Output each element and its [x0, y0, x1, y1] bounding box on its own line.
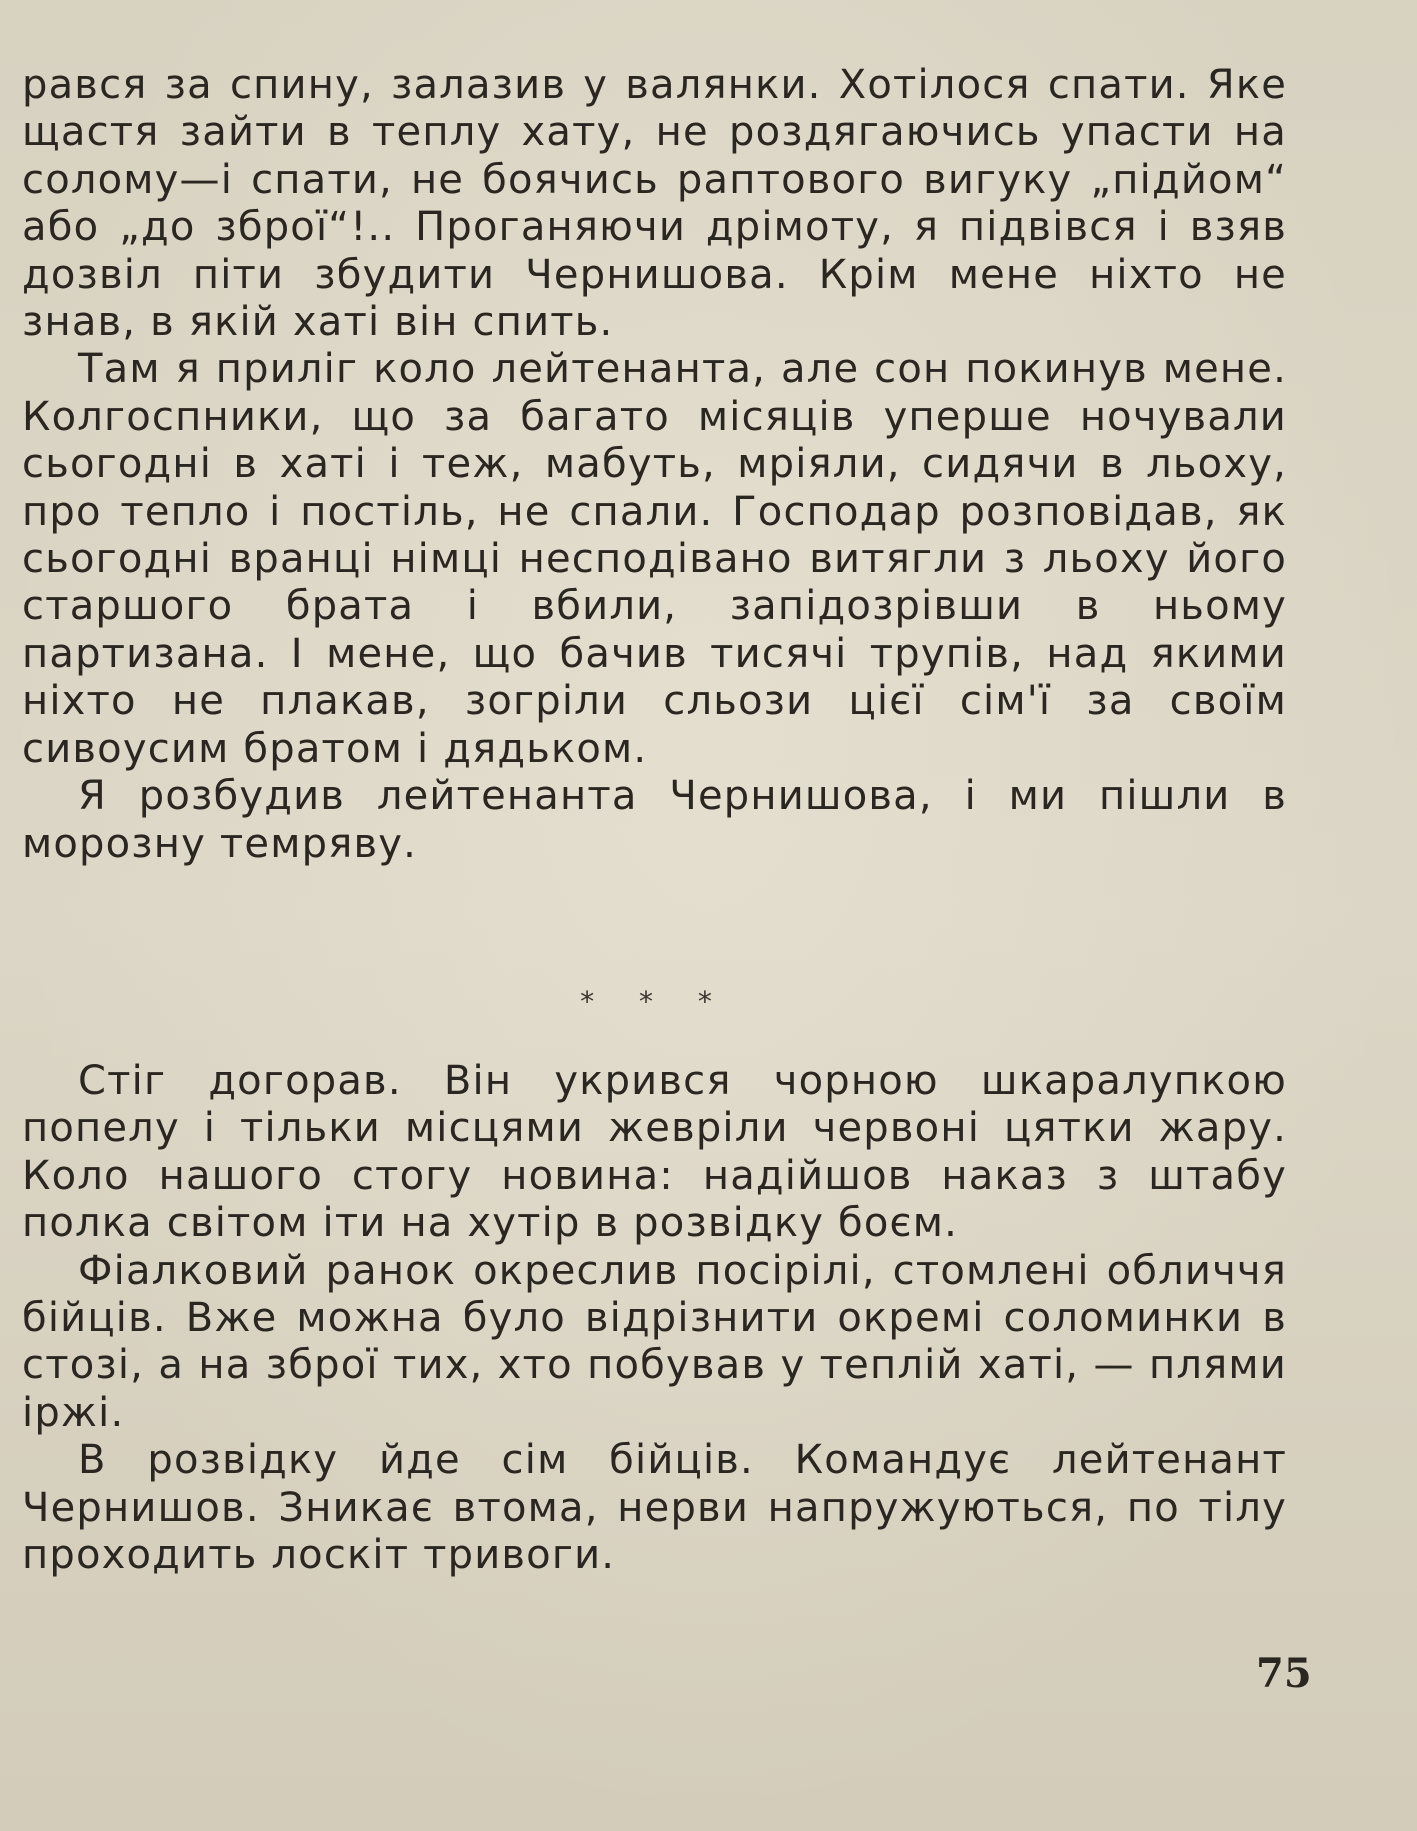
section-separator: * * * — [580, 985, 730, 1018]
page-number: 75 — [1256, 1650, 1312, 1697]
paragraph-1-3: Я розбудив лейтенанта Чернишова, і ми пішли в морозну темряву. — [22, 773, 1287, 867]
paragraph-2-1: Стіг догорав. Він укрився чорною шкаралупкою попелу і тільки місцями жевріли червоні цятки жару. Коло нашого стогу новина: надійшов наказ з штабу полка світом іти на хутір в розвідку боєм. — [22, 1058, 1287, 1247]
text-section-2 — [22, 1058, 1287, 1579]
paragraph-2-2: Фіалковий ранок окреслив посірілі, стомлені обличчя бійців. Вже можна було відрізнити окремі соломинки в стозі, а на зброї тих, хто побував у теплій хаті, — плями іржі. — [22, 1247, 1287, 1436]
paragraph-2-3: В розвідку йде сім бійців. Командує лейтенант Чернишов. Зникає втома, нерви напружуються, по тілу проходить лоскіт тривоги. — [22, 1437, 1287, 1579]
paragraph-1-1: рався за спину, залазив у валянки. Хотілося спати. Яке щастя зайти в теплу хату, не роздягаючись упасти на солому—і спати, не боячись раптового вигуку „підйом“ або „до зброї“!.. Проганяючи дрімоту, я підвівся і взяв дозвіл піти збудити Чернишова. Крім мене ніхто не знав, в якій хаті він спить. — [22, 62, 1287, 346]
text-section-1 — [22, 62, 1287, 868]
paragraph-1-2: Там я приліг коло лейтенанта, але сон покинув мене. Колгоспники, що за багато місяців уперше ночували сьогодні в хаті і теж, мабуть, мріяли, сидячи в льоху, про тепло і постіль, не спали. Господар розповідав, як сьогодні вранці німці несподівано витягли з льоху його старшого брата і вбили, запідозрівши в ньому партизана. І мене, що бачив тисячі трупів, над якими ніхто не плакав, зогріли сльози цієї сім'ї за своїм сивоусим братом і дядьком. — [22, 346, 1287, 772]
